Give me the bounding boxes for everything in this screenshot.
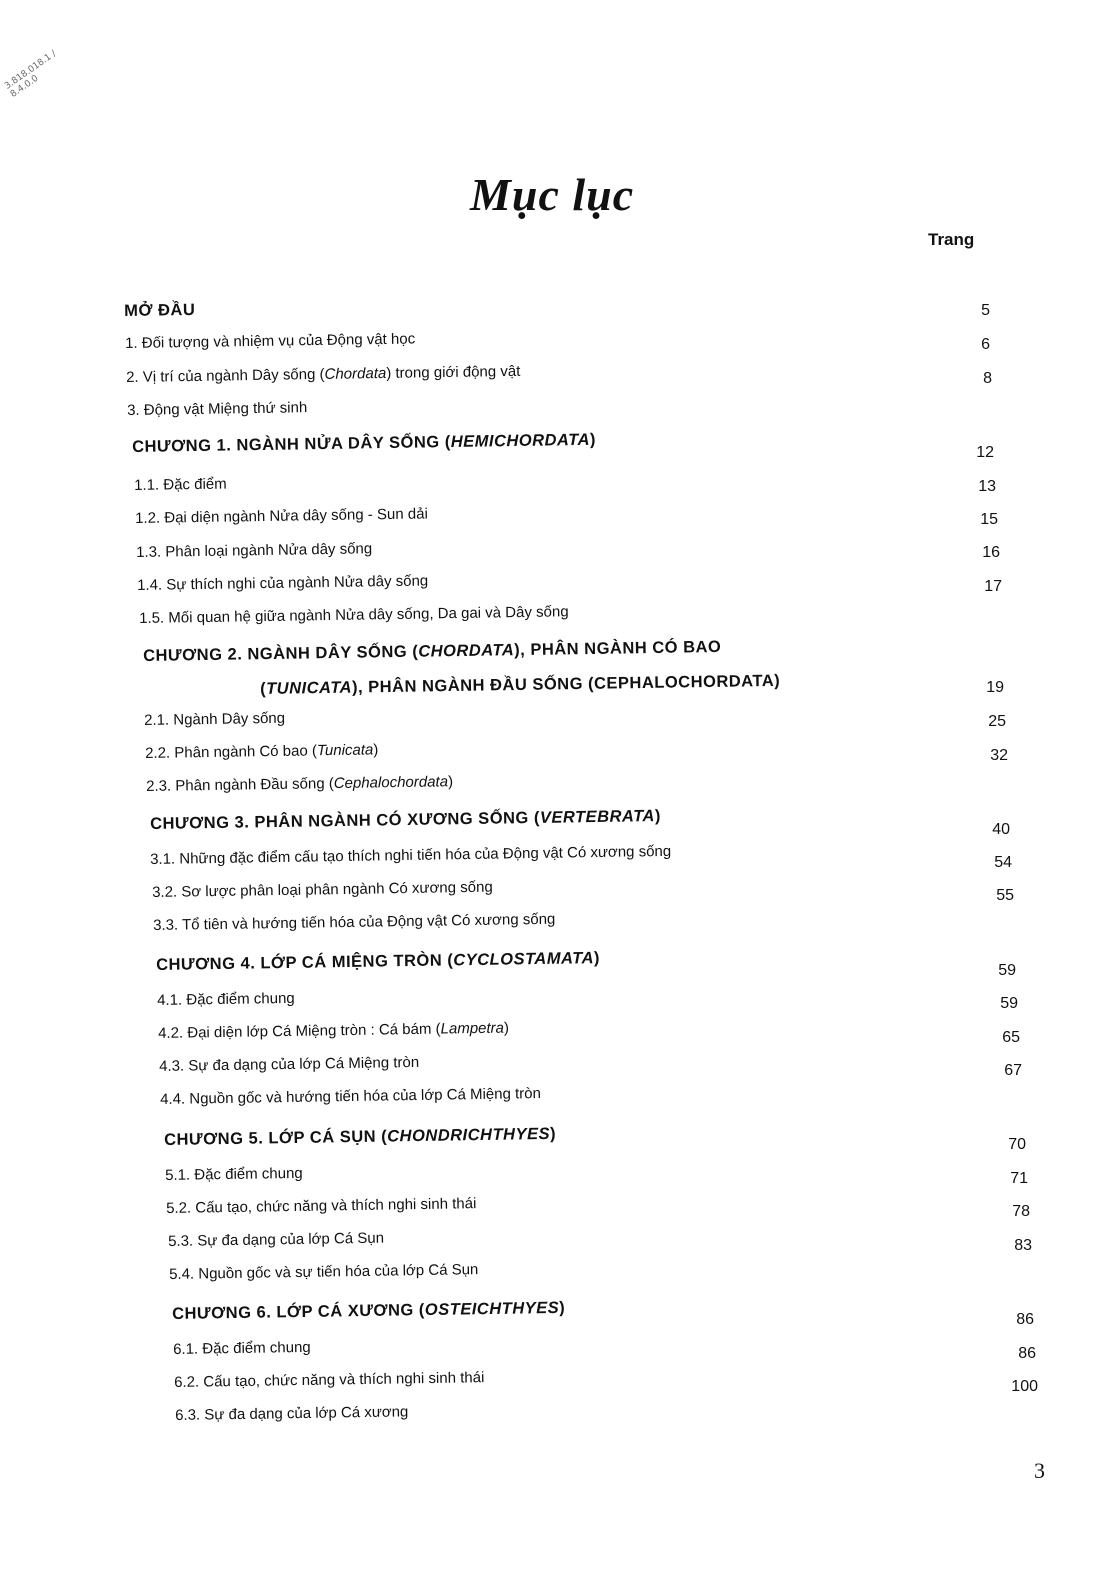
toc-page-number: 70 (1008, 1136, 1026, 1153)
toc-entry-tail: ) (559, 1298, 566, 1317)
toc-page-number: 71 (1010, 1170, 1028, 1187)
page-column-header: Trang (928, 230, 975, 249)
toc-chapter-heading (156, 949, 600, 975)
toc-scientific-name: Tunicata (316, 741, 374, 760)
toc-entry-tail: ), PHÂN NGÀNH ĐẦU SỐNG (CEPHALOCHORDATA) (351, 671, 781, 697)
toc-page-number: 12 (976, 444, 994, 461)
toc-entry (165, 1165, 303, 1184)
toc-entry-tail: ) (593, 949, 601, 968)
toc-entry-text: 4.1. Đặc điểm chung (157, 989, 295, 1009)
toc-page-number: 100 (1011, 1378, 1038, 1395)
toc-entry-text: 2. Vị trí của ngành Dây sống ( (126, 365, 325, 386)
toc-entry-text: 2.3. Phân ngành Đầu sống ( (146, 775, 334, 795)
toc-entry-text: CHƯƠNG 4. LỚP CÁ MIỆNG TRÒN ( (156, 951, 454, 974)
toc-entry-text: 1.2. Đại diện ngành Nửa dây sống - Sun dải (135, 505, 428, 527)
toc-entry-text: 1.3. Phân loại ngành Nửa dây sống (136, 540, 373, 561)
toc-entry-tail: ) (503, 1019, 510, 1037)
toc-chapter-heading (150, 807, 661, 834)
toc-page-number: 19 (986, 679, 1004, 696)
toc-page-number: 78 (1012, 1203, 1030, 1220)
toc-page-number: 5 (981, 302, 990, 319)
toc-entry-text: 5.4. Nguồn gốc và sự tiến hóa của lớp Cá Sụn (169, 1261, 479, 1283)
toc-page-number: 83 (1014, 1237, 1032, 1254)
toc-chapter-heading (143, 638, 721, 666)
toc-entry-text: 4.2. Đại diện lớp Cá Miệng tròn : Cá bám ( (158, 1020, 441, 1042)
toc-entry (153, 911, 555, 934)
toc-page-number: 55 (996, 887, 1014, 904)
toc-page-number: 67 (1004, 1062, 1022, 1079)
toc-entry (145, 741, 378, 762)
toc-entry-text: 3.1. Những đặc điểm cấu tạo thích nghi tiến hóa của Động vật Có xương sống (150, 842, 672, 868)
toc-page-number: 17 (984, 578, 1002, 595)
toc-chapter-heading (164, 1125, 556, 1150)
toc-scientific-name: Lampetra (440, 1019, 505, 1038)
toc-entry-text: 6.1. Đặc điểm chung (173, 1338, 311, 1358)
toc-entry-tail: ) (447, 773, 454, 791)
toc-entry (136, 540, 372, 561)
page-number: 3 (1034, 1458, 1045, 1483)
toc-entry-text: 3. Động vật Miệng thứ sinh (127, 399, 308, 419)
toc-entry-text: CHƯƠNG 3. PHÂN NGÀNH CÓ XƯƠNG SỐNG ( (150, 808, 541, 833)
toc-chapter-heading (132, 431, 596, 457)
toc-entry-text: 1.4. Sự thích nghi của ngành Nửa dây sống (137, 572, 429, 594)
toc-scientific-name: VERTEBRATA (539, 807, 656, 827)
toc-chapter-heading (124, 301, 195, 321)
toc-entry (144, 710, 285, 729)
toc-scientific-name: TUNICATA (265, 678, 353, 698)
toc-entry (166, 1195, 476, 1217)
toc-entry-text: 3.2. Sơ lược phân loại phân ngành Có xương sống (152, 878, 493, 901)
toc-page-number: 86 (1018, 1345, 1036, 1362)
toc-entry-text: 5.3. Sự đa dạng của lớp Cá Sụn (168, 1229, 385, 1250)
toc-page-number: 15 (980, 511, 998, 528)
toc-scientific-name: Cephalochordata (333, 773, 449, 793)
toc-entry-tail: ) trong giới động vật (386, 362, 521, 382)
toc-entry-tail: ) (654, 806, 662, 826)
toc-chapter-heading (260, 672, 780, 699)
toc-entry (168, 1230, 384, 1250)
toc-scientific-name: CHONDRICHTHYES (387, 1124, 551, 1146)
toc-entry (158, 1019, 509, 1042)
toc-entry-text: 5.1. Đặc điểm chung (165, 1164, 303, 1184)
toc-entry-text: CHƯƠNG 6. LỚP CÁ XƯƠNG ( (172, 1301, 425, 1323)
toc-entry (160, 1085, 541, 1108)
toc-entry (175, 1403, 408, 1424)
toc-entry-tail: ) (589, 430, 597, 449)
toc-entry-text: ( (260, 679, 267, 698)
toc-scientific-name: CYCLOSTAMATA (453, 949, 595, 970)
toc-entry (169, 1261, 478, 1283)
toc-entry (139, 603, 569, 627)
toc-page-number: 13 (978, 478, 996, 495)
toc-entry-text: MỞ ĐẦU (124, 300, 196, 320)
toc-entry (150, 843, 671, 868)
library-stamp: 3.818.018.1 / 8.4.0.0 (3, 48, 59, 100)
toc-entry-text: 5.2. Cấu tạo, chức năng và thích nghi sinh thái (166, 1195, 477, 1217)
toc-entry-text: 1.5. Mối quan hệ giữa ngành Nửa dây sống, Da gai và Dây sống (139, 603, 569, 627)
toc-entry (152, 879, 493, 901)
toc-entry (159, 1054, 419, 1075)
toc-entry (157, 990, 295, 1009)
toc-entry-text: CHƯƠNG 5. LỚP CÁ SỤN ( (164, 1127, 388, 1149)
toc-page-number: 8 (983, 370, 992, 387)
toc-entry-text: CHƯƠNG 2. NGÀNH DÂY SỐNG ( (143, 642, 419, 665)
toc-scientific-name: OSTEICHTHYES (424, 1298, 560, 1320)
toc-entry (173, 1339, 311, 1358)
toc-entry-text: 2.2. Phân ngành Có bao ( (145, 742, 318, 762)
toc-page-number: 54 (994, 854, 1012, 871)
toc-entry-text: 1.1. Đặc điểm (134, 475, 227, 494)
toc-page-number: 59 (1000, 995, 1018, 1012)
toc-entry (134, 476, 227, 494)
toc-scientific-name: CHORDATA (418, 641, 515, 661)
toc-entry (174, 1369, 484, 1391)
toc-page-number: 86 (1016, 1311, 1034, 1328)
toc-entry-text: CHƯƠNG 1. NGÀNH NỬA DÂY SỐNG ( (132, 432, 451, 456)
toc-page-number: 25 (988, 713, 1006, 730)
toc-page-number: 65 (1002, 1029, 1020, 1046)
toc-entry (126, 363, 520, 386)
toc-page-number: 32 (990, 747, 1008, 764)
toc-entry-text: 6.2. Cấu tạo, chức năng và thích nghi sinh thái (174, 1369, 485, 1391)
toc-scientific-name: HEMICHORDATA (450, 430, 591, 451)
toc-entry (125, 330, 415, 352)
page-title: Mục lục (470, 169, 635, 220)
toc-entry-tail: ) (549, 1124, 557, 1143)
toc-page-number: 6 (981, 336, 990, 353)
toc-entry-tail: ), PHÂN NGÀNH CÓ BAO (514, 637, 722, 660)
toc-entry-text: 3.3. Tổ tiên và hướng tiến hóa của Động vật Có xương sống (153, 910, 556, 934)
toc-chapter-heading (172, 1299, 565, 1324)
toc-entry (135, 505, 428, 527)
toc-entry-text: 4.4. Nguồn gốc và hướng tiến hóa của lớp Cá Miệng tròn (160, 1085, 542, 1108)
toc-scientific-name: Chordata (324, 364, 387, 383)
toc-page-number: 59 (998, 962, 1016, 979)
toc-entry-text: 2.1. Ngành Dây sống (144, 709, 286, 729)
toc-entry-text: 6.3. Sự đa dạng của lớp Cá xương (175, 1403, 409, 1424)
toc-entry-text: 4.3. Sự đa dạng của lớp Cá Miệng tròn (159, 1053, 420, 1075)
toc-entry (127, 399, 307, 419)
toc-entry (146, 773, 453, 795)
toc-entry (137, 572, 428, 594)
toc-page-number: 16 (982, 544, 1000, 561)
toc-page-number: 40 (992, 821, 1010, 838)
toc-entry-text: 1. Đối tượng và nhiệm vụ của Động vật học (125, 330, 416, 352)
toc-entry-tail: ) (373, 741, 379, 759)
